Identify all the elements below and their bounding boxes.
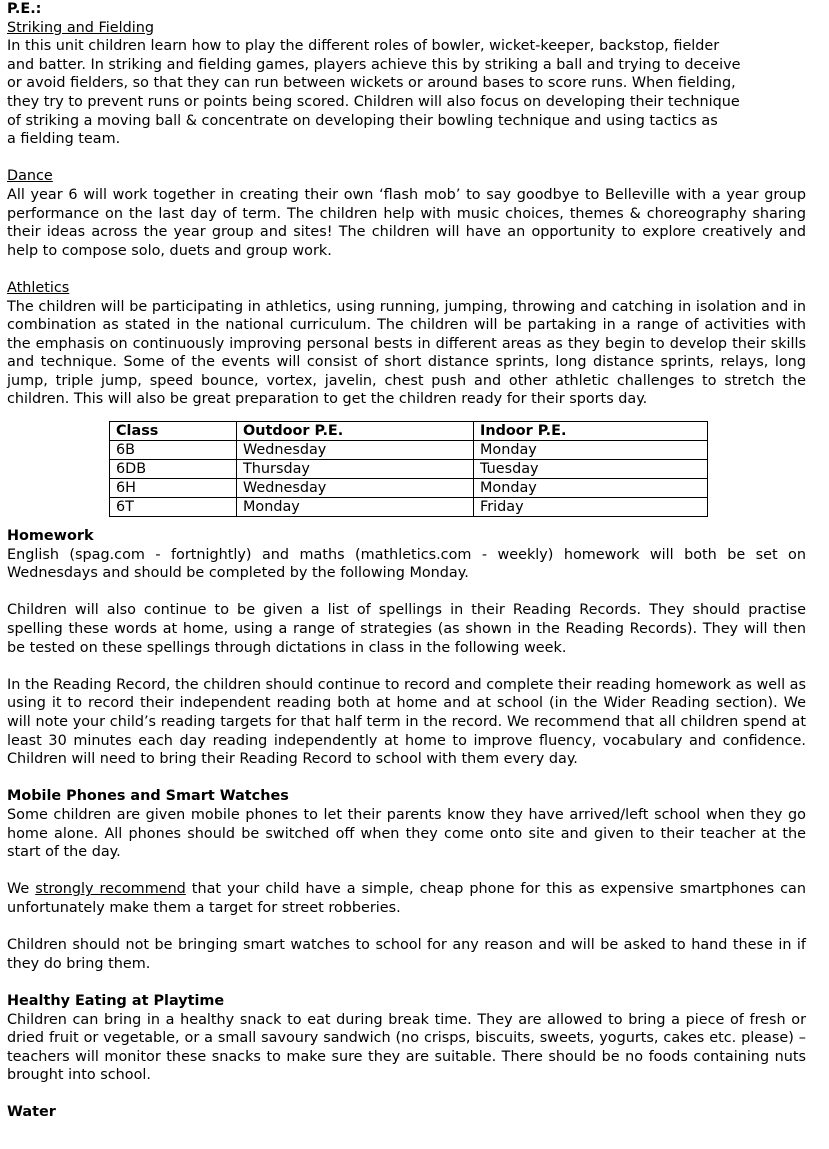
table-cell: Wednesday <box>237 479 474 498</box>
table-header: Class <box>110 422 237 441</box>
table-cell: Thursday <box>237 460 474 479</box>
table-header-row <box>110 422 708 441</box>
pe-heading: P.E.: <box>7 1 42 17</box>
phones-title: Mobile Phones and Smart Watches <box>7 788 289 805</box>
table-cell: Tuesday <box>474 460 708 479</box>
phones-paragraph: Some children are given mobile phones to let their parents know they have arrived/left school when they go home alone. All phones should be switched off when they come onto site and given to their teacher at the start of the day. <box>7 806 806 861</box>
striking-line: and batter. In striking and fielding games, players achieve this by striking a ball and trying to deceive <box>7 56 741 73</box>
striking-fielding-title: Striking and Fielding <box>7 19 154 36</box>
table-cell: 6DB <box>110 460 237 479</box>
table-header: Indoor P.E. <box>474 422 708 441</box>
striking-line: a fielding team. <box>7 131 121 148</box>
table-cell: Wednesday <box>237 441 474 460</box>
striking-line: of striking a moving ball & concentrate on developing their bowling technique and using tactics as <box>7 112 718 129</box>
homework-paragraph: Children will also continue to be given a list of spellings in their Reading Records. They should practise spelling these words at home, using a range of strategies (as shown in the Reading Records). They will then be tested on these spellings through dictations in class in the following week. <box>7 602 806 656</box>
phones-text: We <box>7 881 36 898</box>
table-cell: 6T <box>110 498 237 517</box>
table-row <box>110 498 708 517</box>
pe-timetable <box>109 421 708 517</box>
homework-title: Homework <box>7 528 94 545</box>
table-cell: Monday <box>474 441 708 460</box>
table-row <box>110 460 708 479</box>
homework-paragraph: In the Reading Record, the children should continue to record and complete their reading homework as well as using it to record their independent reading both at home and at school (in the Wider Reading section). We will note your child’s reading targets for that half term in the record. We recommend that all children spend at least 30 minutes each day reading independently at home to improve fluency, vocabulary and confidence. Children will need to bring their Reading Record to school with them every day. <box>7 676 806 768</box>
dance-text: All year 6 will work together in creating their own ‘flash mob’ to say goodbye to Belleville with a year group performance on the last day of term. The children help with music choices, themes & choreography sharing their ideas across the year group and sites! The children will have an opportunity to explore creatively and help to compose solo, duets and group work. <box>7 186 806 259</box>
athletics-title: Athletics <box>7 279 70 296</box>
striking-line: or avoid fielders, so that they can run between wickets or around bases to score runs. When fielding, <box>7 75 736 92</box>
phones-emphasis: strongly recommend <box>35 881 186 898</box>
table-row <box>110 479 708 498</box>
striking-line: they try to prevent runs or points being scored. Children will also focus on developing their technique <box>7 93 740 110</box>
table-cell: 6H <box>110 479 237 498</box>
phones-text: that your child have a simple, cheap phone for this as expensive smartphones can unfortunately make them a target for street robberies. <box>7 881 806 916</box>
water-title: Water <box>7 1104 56 1121</box>
striking-fielding-text <box>7 37 742 149</box>
phones-paragraph: Children should not be bringing smart watches to school for any reason and will be asked to hand these in if they do bring them. <box>7 937 806 972</box>
eating-paragraph: Children can bring in a healthy snack to eat during break time. They are allowed to bring a piece of fresh or dried fruit or vegetable, or a small savoury sandwich (no crisps, biscuits, sweets, yogurts, cakes etc. please) – teachers will monitor these snacks to make sure they are suitable. There should be no foods containing nuts brought into school. <box>7 1011 806 1084</box>
table-cell: Monday <box>237 498 474 517</box>
table-cell: 6B <box>110 441 237 460</box>
table-header: Outdoor P.E. <box>237 422 474 441</box>
homework-paragraph: English (spag.com - fortnightly) and maths (mathletics.com - weekly) homework will both be set on Wednesdays and should be completed by the following Monday. <box>7 546 806 582</box>
athletics-text: The children will be participating in athletics, using running, jumping, throwing and catching in isolation and in combination as stated in the national curriculum. The children will be partaking in a range of activities with the emphasis on continuously improving personal bests in different areas as they begin to develop their skills and technique. Some of the events will consist of short distance sprints, long distance sprints, relays, long jump, triple jump, speed bounce, vortex, javelin, chest push and other athletic challenges to stretch the children. This will also be great preparation to get the children ready for their sports day. <box>7 298 806 408</box>
phones-paragraph <box>7 880 806 917</box>
eating-title: Healthy Eating at Playtime <box>7 992 225 1009</box>
striking-line: In this unit children learn how to play the different roles of bowler, wicket-keeper, backstop, fielder <box>7 38 720 55</box>
document-page <box>7 0 806 1122</box>
table-row <box>110 441 708 460</box>
table-cell: Monday <box>474 479 708 498</box>
dance-title: Dance <box>7 168 53 185</box>
table-cell: Friday <box>474 498 708 517</box>
